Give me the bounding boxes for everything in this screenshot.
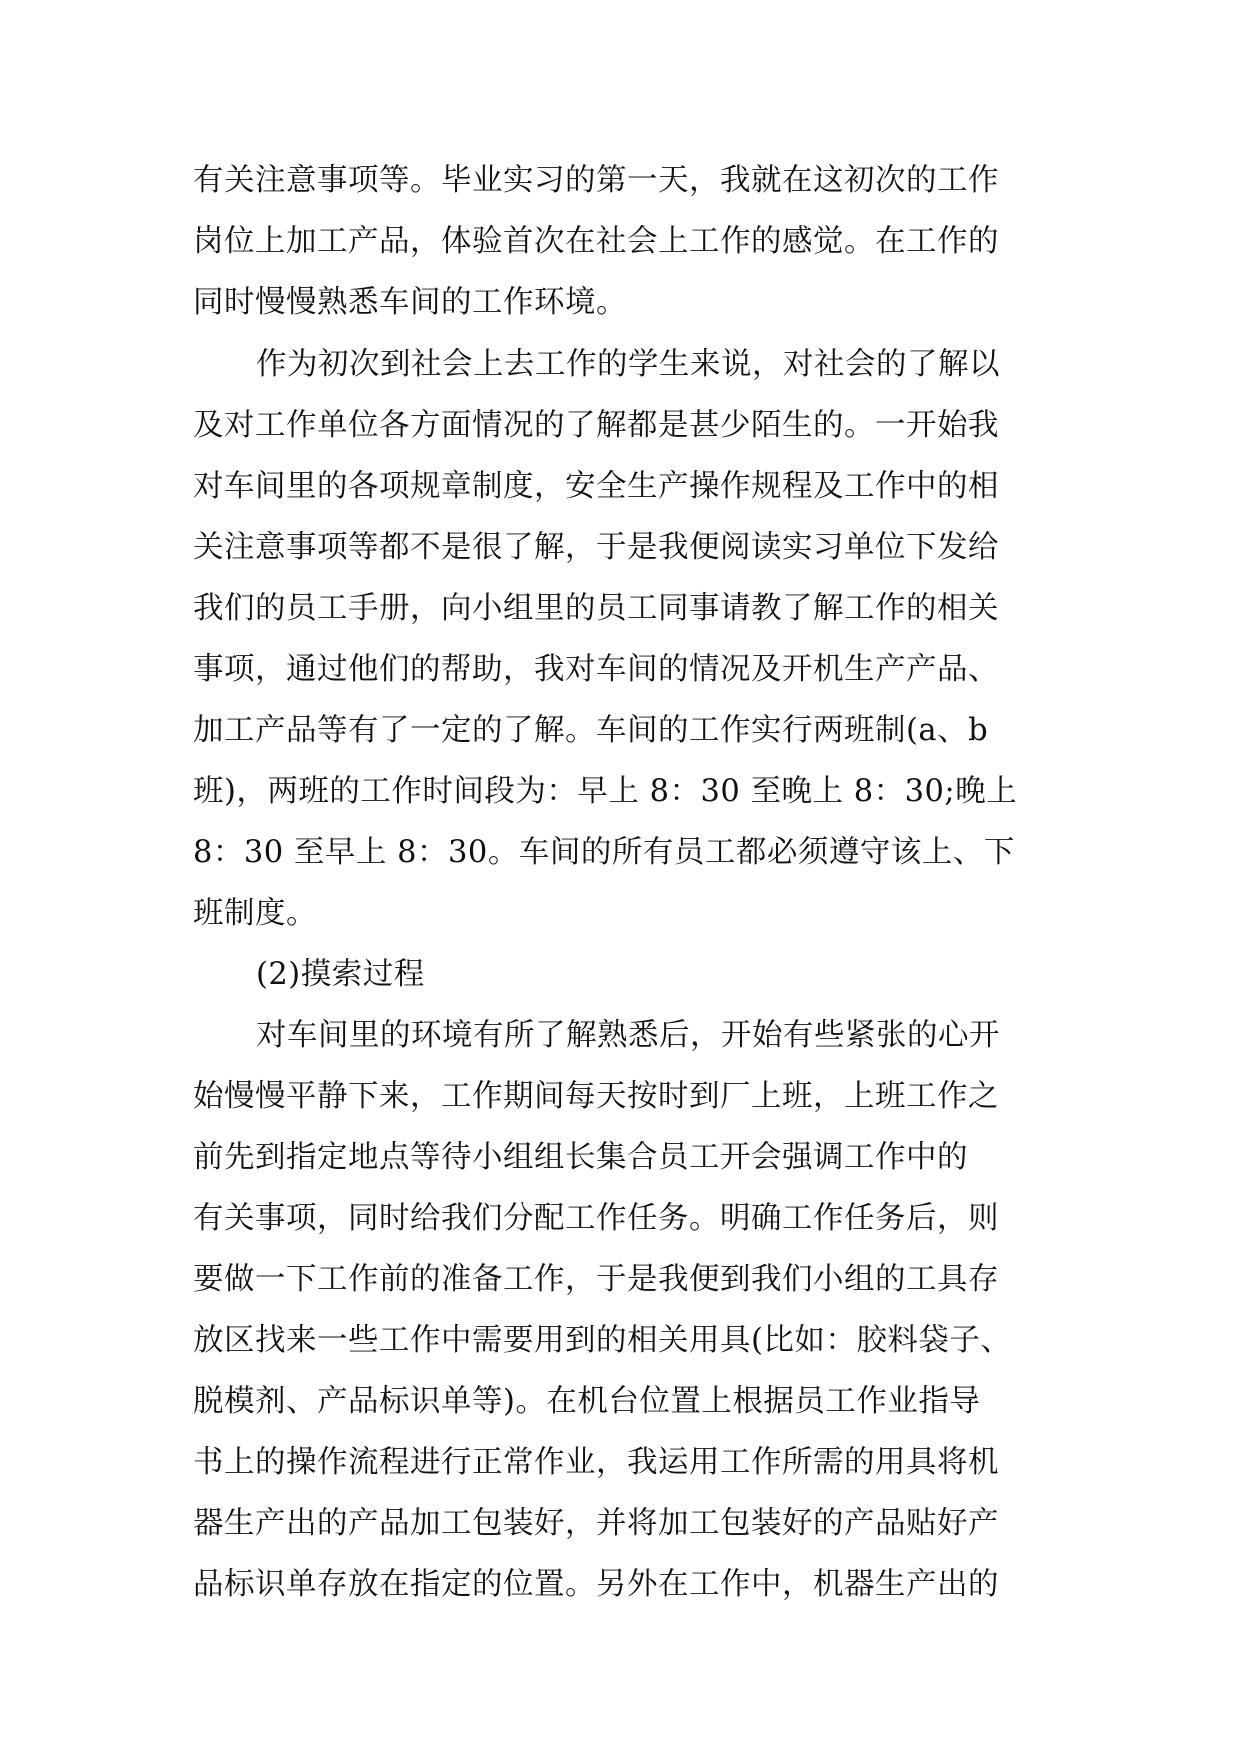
text-line: 事项，通过他们的帮助，我对车间的情况及开机生产产品、 (193, 652, 999, 687)
text-line: 书上的操作流程进行正常作业，我运用工作所需的用具将机 (193, 1445, 999, 1480)
text-line: 班)，两班的工作时间段为：早上 8：30 至晚上 8：30;晚上 (193, 774, 1018, 809)
paragraph-first-line: 作为初次到社会上去工作的学生来说，对社会的了解以 (256, 347, 1000, 382)
text-line: 同时慢慢熟悉车间的工作环境。 (193, 285, 627, 320)
text-line: 8：30 至早上 8：30。车间的所有员工都必须遵守该上、下 (193, 835, 1015, 870)
text-line: 加工产品等有了一定的了解。车间的工作实行两班制(a、b (193, 713, 989, 748)
text-line: 关注意事项等都不是很了解，于是我便阅读实习单位下发给 (193, 530, 999, 565)
text-line: 有关注意事项等。毕业实习的第一天，我就在这初次的工作 (193, 163, 999, 198)
text-line: 器生产出的产品加工包装好，并将加工包装好的产品贴好产 (193, 1506, 999, 1541)
text-line: 要做一下工作前的准备工作，于是我便到我们小组的工具存 (193, 1262, 999, 1297)
text-line: 前先到指定地点等待小组组长集合员工开会强调工作中的 (193, 1140, 968, 1175)
text-line: 及对工作单位各方面情况的了解都是甚少陌生的。一开始我 (193, 408, 999, 443)
text-line: 班制度。 (193, 896, 317, 931)
text-line: 岗位上加工产品，体验首次在社会上工作的感觉。在工作的 (193, 224, 999, 259)
text-line: 放区找来一些工作中需要用到的相关用具(比如：胶料袋子、 (193, 1323, 1012, 1358)
text-line: 有关事项，同时给我们分配工作任务。明确工作任务后，则 (193, 1201, 999, 1236)
text-line: 品标识单存放在指定的位置。另外在工作中，机器生产出的 (193, 1567, 999, 1602)
paragraph-first-line: 对车间里的环境有所了解熟悉后，开始有些紧张的心开 (256, 1018, 1000, 1053)
text-line: 对车间里的各项规章制度，安全生产操作规程及工作中的相 (193, 469, 999, 504)
section-heading: (2)摸索过程 (256, 957, 425, 992)
text-line: 脱模剂、产品标识单等)。在机台位置上根据员工作业指导 (193, 1384, 981, 1419)
text-line: 始慢慢平静下来，工作期间每天按时到厂上班，上班工作之 (193, 1079, 999, 1114)
text-line: 我们的员工手册，向小组里的员工同事请教了解工作的相关 (193, 591, 999, 626)
